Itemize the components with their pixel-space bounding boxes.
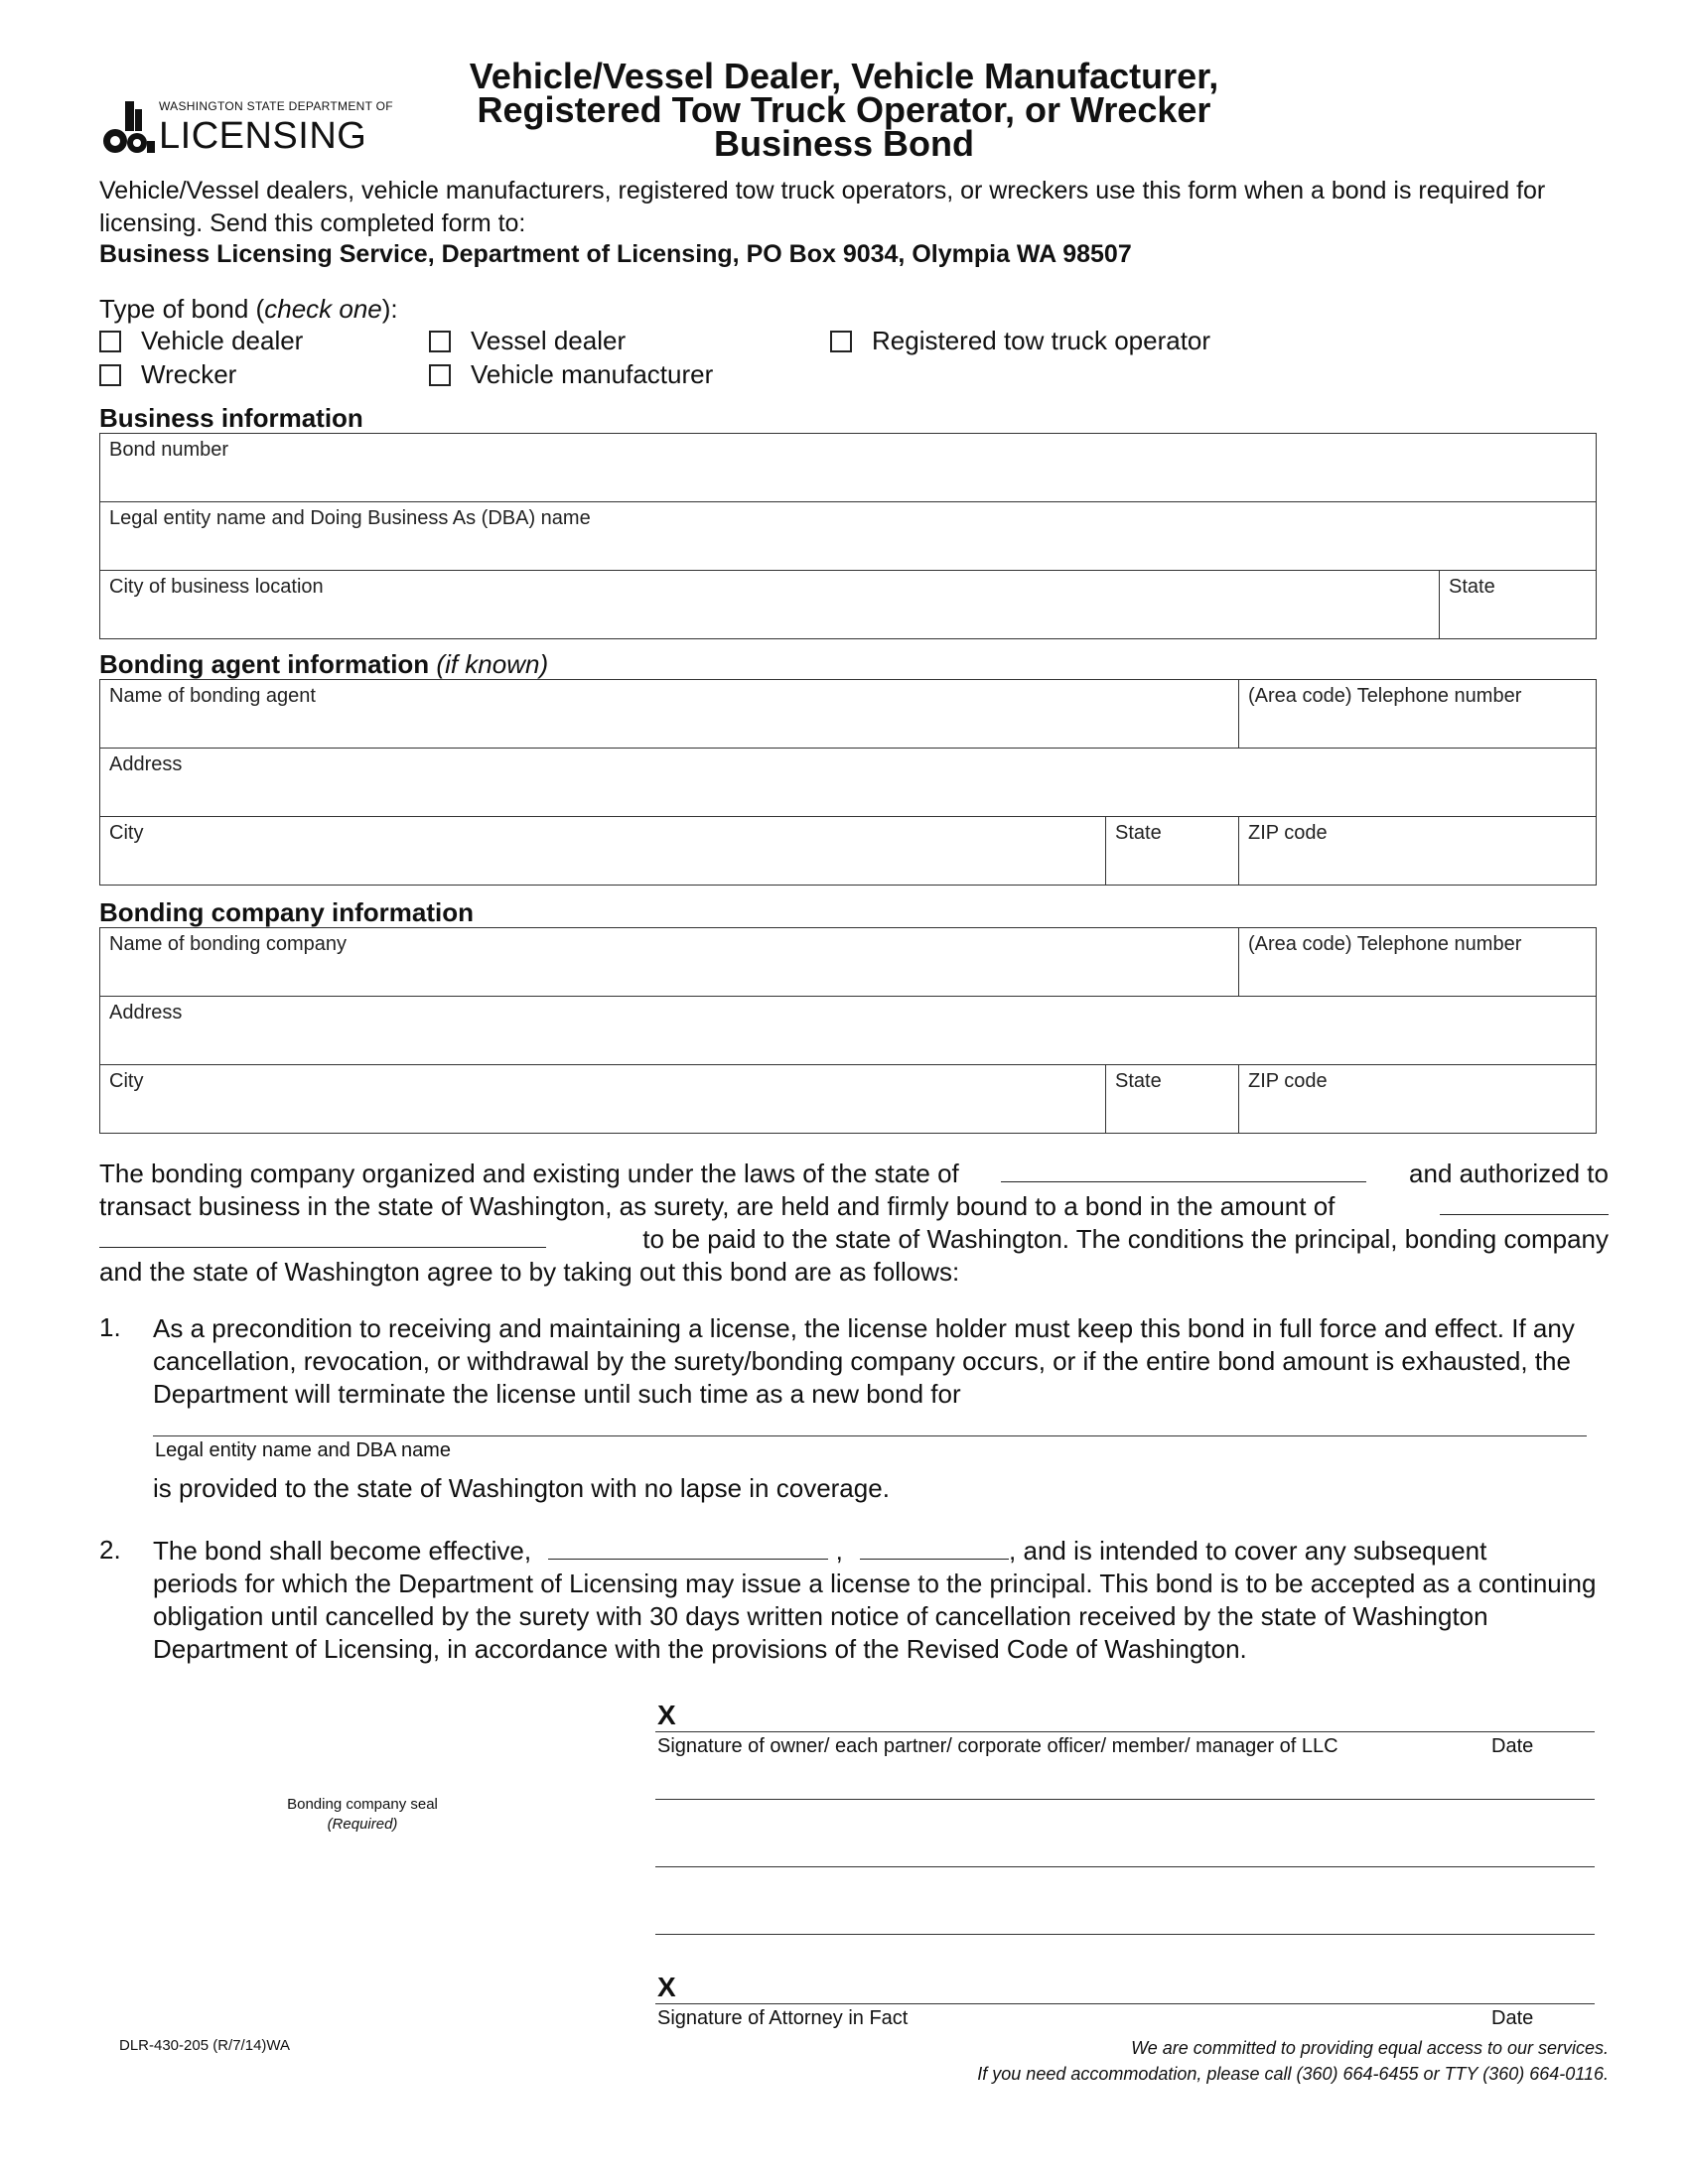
bond-amount-blank[interactable] xyxy=(1440,1190,1609,1215)
checkbox-icon[interactable] xyxy=(830,331,852,352)
checkbox-vehicle-dealer[interactable] xyxy=(99,326,303,356)
owner-signature-label: Signature of owner/ each partner/ corporate officer/ member/ manager of LLC xyxy=(657,1735,1338,1757)
effective-date-blank[interactable] xyxy=(548,1535,828,1560)
intro-text: Vehicle/Vessel dealers, vehicle manufacturers, registered tow truck operators, or wreckers use this form when a bond is required for licensing. Send this completed form to: xyxy=(99,177,1546,237)
item-1-text: As a precondition to receiving and maintaining a license, the license holder must keep this bond in full force and effect. If any cancellation, revocation, or withdrawal by the surety/bonding company occurs, or if the entire bond amount is exhausted, the Department will terminate the license until such time as a new bond for xyxy=(153,1313,1575,1409)
paragraph-text: The bond shall become effective, xyxy=(153,1536,532,1566)
additional-signature-line[interactable] xyxy=(655,1934,1595,1935)
item-2-text xyxy=(153,1535,1613,1666)
checkbox-icon[interactable] xyxy=(99,331,121,352)
checkbox-icon[interactable] xyxy=(429,364,451,386)
paragraph-text: , and is intended to cover any subsequent xyxy=(1009,1536,1487,1566)
bond-type-label-end: ): xyxy=(381,294,398,324)
bond-number-field[interactable] xyxy=(100,434,1596,501)
field-label: Address xyxy=(109,753,183,775)
attorney-date-label: Date xyxy=(1491,2007,1534,2029)
company-name-field[interactable] xyxy=(100,928,1238,996)
owner-signature-line[interactable] xyxy=(655,1731,1595,1732)
bond-type-label-emphasis: check one xyxy=(264,294,382,324)
accessibility-line-1: We are committed to providing equal access to our services. xyxy=(1131,2038,1609,2058)
field-label: ZIP code xyxy=(1248,1070,1328,1092)
paragraph-text: The bonding company organized and existing under the laws of the state of xyxy=(99,1159,959,1188)
checkbox-label: Registered tow truck operator xyxy=(872,326,1211,355)
item-2-number: 2. xyxy=(99,1535,121,1565)
field-label: Legal entity name and Doing Business As (DBA) name xyxy=(109,507,591,529)
mailing-address: Business Licensing Service, Department of Licensing, PO Box 9034, Olympia WA 98507 xyxy=(99,240,1132,268)
bond-type-label-start: Type of bond ( xyxy=(99,294,265,324)
additional-signature-line[interactable] xyxy=(655,1799,1595,1800)
seal-note: (Required) xyxy=(327,1816,398,1833)
field-label: Bond number xyxy=(109,439,229,461)
item-1-number: 1. xyxy=(99,1312,121,1342)
business-state-field[interactable] xyxy=(1440,571,1596,638)
agent-heading-text: Bonding agent information xyxy=(99,649,430,679)
field-label: Address xyxy=(109,1002,183,1024)
legal-name-dba-line[interactable] xyxy=(153,1435,1587,1436)
field-label: City xyxy=(109,1070,144,1092)
legal-name-dba-label: Legal entity name and DBA name xyxy=(155,1439,451,1461)
business-city-field[interactable] xyxy=(100,571,1439,638)
checkbox-label: Vessel dealer xyxy=(471,326,627,355)
agent-name-field[interactable] xyxy=(100,680,1238,748)
checkbox-wrecker[interactable] xyxy=(99,359,236,390)
accessibility-line-2: If you need accommodation, please call (360) 664-6455 or TTY (360) 664-0116. xyxy=(977,2064,1609,2084)
signature-x-mark-1: X xyxy=(657,1700,676,1730)
checkbox-label: Vehicle dealer xyxy=(141,326,304,355)
checkbox-vehicle-manufacturer[interactable] xyxy=(429,359,713,390)
paragraph-text: and the state of Washington agree to by taking out this bond are as follows: xyxy=(99,1257,960,1287)
state-of-organization-blank[interactable] xyxy=(1001,1158,1366,1182)
company-address-field[interactable] xyxy=(100,997,1596,1064)
agent-heading-note: (if known) xyxy=(436,649,549,679)
checkbox-label: Wrecker xyxy=(141,359,237,389)
field-label: State xyxy=(1115,1070,1162,1092)
checkbox-vessel-dealer[interactable] xyxy=(429,326,626,356)
attorney-signature-line[interactable] xyxy=(655,2003,1595,2004)
title-line-1: Vehicle/Vessel Dealer, Vehicle Manufacturer, xyxy=(469,56,1219,96)
checkbox-tow-truck-operator[interactable] xyxy=(830,326,1210,356)
effective-year-blank[interactable] xyxy=(860,1535,1009,1560)
checkbox-label: Vehicle manufacturer xyxy=(471,359,714,389)
agent-address-field[interactable] xyxy=(100,749,1596,816)
form-id: DLR-430-205 (R/7/14)WA xyxy=(119,2037,291,2054)
field-label: State xyxy=(1115,822,1162,844)
dol-logo-icon xyxy=(99,97,155,155)
company-zip-field[interactable] xyxy=(1239,1065,1596,1133)
seal-area xyxy=(238,1795,487,1835)
owner-date-label: Date xyxy=(1491,1735,1534,1757)
title-line-2: Registered Tow Truck Operator, or Wrecker xyxy=(477,89,1211,130)
agency-name: LICENSING xyxy=(159,115,367,157)
field-label: (Area code) Telephone number xyxy=(1248,685,1522,707)
additional-signature-line[interactable] xyxy=(655,1866,1595,1867)
bond-type-label xyxy=(99,294,398,325)
checkbox-icon[interactable] xyxy=(99,364,121,386)
title-line-3: Business Bond xyxy=(713,123,975,164)
company-state-field[interactable] xyxy=(1106,1065,1238,1133)
field-label: (Area code) Telephone number xyxy=(1248,933,1522,955)
seal-label: Bonding company seal xyxy=(287,1796,438,1813)
paragraph-text: to be paid to the state of Washington. The conditions the principal, bonding company xyxy=(642,1224,1609,1254)
company-info-grid xyxy=(99,927,1597,1134)
agent-info-grid xyxy=(99,679,1597,886)
bond-amount-continued-blank[interactable] xyxy=(99,1223,546,1248)
signature-x-mark-2: X xyxy=(657,1972,676,2002)
paragraph-text: periods for which the Department of Licensing may issue a license to the principal. This bond is to be accepted as a continuing obligation until cancelled by the surety with 30 days written notice of cancellation received by the state of Washington Department of Licensing, in accordance with the provisions of the Revised Code of Washington. xyxy=(153,1569,1597,1664)
form-title xyxy=(417,56,1271,164)
paragraph-text: , xyxy=(835,1536,843,1566)
agent-phone-field[interactable] xyxy=(1239,680,1596,748)
field-label: State xyxy=(1449,576,1495,598)
paragraph-text: and authorized to xyxy=(1409,1159,1609,1188)
field-label: Name of bonding company xyxy=(109,933,348,955)
checkbox-icon[interactable] xyxy=(429,331,451,352)
agent-state-field[interactable] xyxy=(1106,817,1238,885)
agency-small-text: WASHINGTON STATE DEPARTMENT OF xyxy=(159,99,393,113)
agent-info-heading xyxy=(99,649,548,680)
legal-name-field[interactable] xyxy=(100,502,1596,570)
field-label: Name of bonding agent xyxy=(109,685,316,707)
agent-city-field[interactable] xyxy=(100,817,1105,885)
business-info-grid xyxy=(99,433,1597,639)
field-label: City of business location xyxy=(109,576,324,598)
item-1-end: is provided to the state of Washington with no lapse in coverage. xyxy=(153,1473,890,1503)
paragraph-text: transact business in the state of Washington, as surety, are held and firmly bound to a bond in the amount of xyxy=(99,1191,1336,1221)
bond-paragraph xyxy=(99,1158,1609,1289)
field-label: ZIP code xyxy=(1248,822,1328,844)
company-city-field[interactable] xyxy=(100,1065,1105,1133)
company-phone-field[interactable] xyxy=(1239,928,1596,996)
field-label: City xyxy=(109,822,144,844)
business-info-heading: Business information xyxy=(99,403,363,433)
company-info-heading: Bonding company information xyxy=(99,897,474,927)
agent-zip-field[interactable] xyxy=(1239,817,1596,885)
accessibility-notice xyxy=(977,2035,1609,2087)
attorney-signature-label: Signature of Attorney in Fact xyxy=(657,2007,909,2029)
